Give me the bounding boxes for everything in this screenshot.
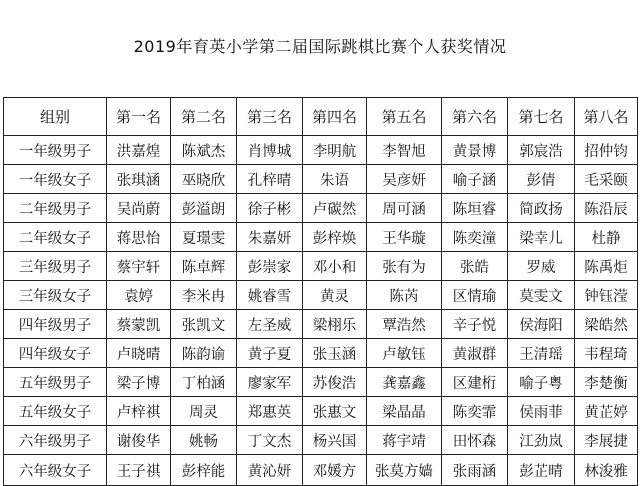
table-row — [4, 397, 638, 426]
table-cell-group: 四年级女子 — [4, 339, 107, 368]
table-cell-winner: 梁皓然 — [575, 310, 638, 339]
table-row — [4, 136, 638, 165]
table-cell-winner: 林浚雅 — [575, 455, 638, 486]
table-cell-winner: 钟钰滢 — [575, 281, 638, 310]
table-row — [4, 426, 638, 455]
table-cell-group: 二年级女子 — [4, 223, 107, 252]
table-cell-winner: 周可涵 — [367, 194, 442, 223]
table-row — [4, 281, 638, 310]
table-cell-winner: 彭梓焕 — [303, 223, 367, 252]
table-cell-winner: 龚嘉鑫 — [367, 368, 442, 397]
table-cell-group: 三年级女子 — [4, 281, 107, 310]
table-cell-winner: 孔梓晴 — [237, 165, 303, 194]
results-table — [3, 97, 638, 486]
table-cell-winner: 黄芷婷 — [575, 397, 638, 426]
table-cell-winner: 蒋思怡 — [107, 223, 171, 252]
table-cell-winner: 张莫方嫱 — [367, 455, 442, 486]
table-cell-winner: 区情瑜 — [442, 281, 508, 310]
table-cell-winner: 姚睿雪 — [237, 281, 303, 310]
table-row — [4, 455, 638, 486]
table-cell-winner: 侯雨菲 — [508, 397, 575, 426]
table-row — [4, 252, 638, 281]
table-cell-winner: 陈禹炬 — [575, 252, 638, 281]
table-cell-winner: 招仲钧 — [575, 136, 638, 165]
table-cell-group: 四年级男子 — [4, 310, 107, 339]
table-cell-winner: 蔡蒙凯 — [107, 310, 171, 339]
table-row — [4, 368, 638, 397]
table-cell-winner: 区建桁 — [442, 368, 508, 397]
table-cell-winner: 喻子粤 — [508, 368, 575, 397]
table-cell-winner: 徐子彬 — [237, 194, 303, 223]
table-cell-winner: 李智旭 — [367, 136, 442, 165]
table-cell-winner: 张雨涵 — [442, 455, 508, 486]
header-fifth-place: 第五名 — [367, 98, 442, 136]
table-cell-winner: 周灵 — [171, 397, 237, 426]
header-eighth-place: 第八名 — [575, 98, 638, 136]
table-cell-winner: 巫晓欣 — [171, 165, 237, 194]
table-cell-winner: 罗威 — [508, 252, 575, 281]
header-first-place: 第一名 — [107, 98, 171, 136]
table-cell-winner: 邓媛方 — [303, 455, 367, 486]
table-cell-winner: 李展捷 — [575, 426, 638, 455]
header-seventh-place: 第七名 — [508, 98, 575, 136]
table-cell-winner: 李明航 — [303, 136, 367, 165]
table-row — [4, 165, 638, 194]
table-cell-winner: 卢晓晴 — [107, 339, 171, 368]
header-third-place: 第三名 — [237, 98, 303, 136]
table-cell-winner: 苏俊浩 — [303, 368, 367, 397]
table-cell-winner: 陈垣睿 — [442, 194, 508, 223]
table-cell-winner: 梁子博 — [107, 368, 171, 397]
table-cell-winner: 朱语 — [303, 165, 367, 194]
table-cell-winner: 彭芷晴 — [508, 455, 575, 486]
table-cell-winner: 侯海阳 — [508, 310, 575, 339]
table-cell-winner: 李楚衡 — [575, 368, 638, 397]
table-body — [4, 136, 638, 486]
table-row — [4, 223, 638, 252]
table-cell-winner: 朱嘉妍 — [237, 223, 303, 252]
table-cell-winner: 辛子悦 — [442, 310, 508, 339]
table-cell-group: 一年级男子 — [4, 136, 107, 165]
table-cell-winner: 吴彦妍 — [367, 165, 442, 194]
table-row — [4, 194, 638, 223]
table-cell-group: 一年级女子 — [4, 165, 107, 194]
table-cell-winner: 杨兴国 — [303, 426, 367, 455]
table-cell-winner: 陈斌杰 — [171, 136, 237, 165]
table-cell-winner: 姚畅 — [171, 426, 237, 455]
table-cell-winner: 覃浩然 — [367, 310, 442, 339]
table-cell-winner: 邓小和 — [303, 252, 367, 281]
table-cell-winner: 梁晶晶 — [367, 397, 442, 426]
table-cell-winner: 毛采颐 — [575, 165, 638, 194]
page-title: 2019年育英小学第二届国际跳棋比赛个人获奖情况 — [133, 37, 507, 56]
table-cell-winner: 陈韵谕 — [171, 339, 237, 368]
results-table-container — [3, 97, 637, 486]
table-cell-winner: 陈奕潼 — [442, 223, 508, 252]
table-cell-winner: 肖博城 — [237, 136, 303, 165]
table-cell-winner: 王子祺 — [107, 455, 171, 486]
table-cell-winner: 梁栩乐 — [303, 310, 367, 339]
table-cell-winner: 郭宸浩 — [508, 136, 575, 165]
table-cell-winner: 吴尚蔚 — [107, 194, 171, 223]
header-fourth-place: 第四名 — [303, 98, 367, 136]
header-second-place: 第二名 — [171, 98, 237, 136]
table-cell-winner: 夏璟雯 — [171, 223, 237, 252]
table-cell-winner: 彭倩 — [508, 165, 575, 194]
table-cell-winner: 卢梓祺 — [107, 397, 171, 426]
table-cell-winner: 张皓 — [442, 252, 508, 281]
table-cell-winner: 蔡宇轩 — [107, 252, 171, 281]
table-cell-group: 三年级男子 — [4, 252, 107, 281]
table-cell-winner: 洪嘉煌 — [107, 136, 171, 165]
table-cell-group: 六年级女子 — [4, 455, 107, 486]
table-cell-winner: 谢俊华 — [107, 426, 171, 455]
table-cell-winner: 黄子夏 — [237, 339, 303, 368]
table-cell-winner: 李米冉 — [171, 281, 237, 310]
table-cell-winner: 郑惠英 — [237, 397, 303, 426]
table-cell-group: 五年级男子 — [4, 368, 107, 397]
table-cell-winner: 梁幸儿 — [508, 223, 575, 252]
table-cell-winner: 莫雯文 — [508, 281, 575, 310]
table-cell-winner: 黄景博 — [442, 136, 508, 165]
table-cell-winner: 黄淑群 — [442, 339, 508, 368]
table-cell-winner: 黄沁妍 — [237, 455, 303, 486]
table-cell-winner: 陈芮 — [367, 281, 442, 310]
table-cell-winner: 王华璇 — [367, 223, 442, 252]
table-row — [4, 339, 638, 368]
table-cell-winner: 王清瑶 — [508, 339, 575, 368]
table-row — [4, 310, 638, 339]
table-cell-winner: 卢敏钰 — [367, 339, 442, 368]
table-cell-winner: 张琪涵 — [107, 165, 171, 194]
table-cell-group: 六年级男子 — [4, 426, 107, 455]
header-group: 组别 — [4, 98, 107, 136]
table-cell-winner: 丁柏涵 — [171, 368, 237, 397]
table-cell-winner: 韦程琦 — [575, 339, 638, 368]
table-cell-winner: 杜静 — [575, 223, 638, 252]
table-cell-winner: 彭梓能 — [171, 455, 237, 486]
table-cell-winner: 陈卓辉 — [171, 252, 237, 281]
table-cell-winner: 袁婷 — [107, 281, 171, 310]
table-cell-winner: 彭溢朗 — [171, 194, 237, 223]
header-sixth-place: 第六名 — [442, 98, 508, 136]
table-cell-winner: 张玉涵 — [303, 339, 367, 368]
table-cell-winner: 江劲岚 — [508, 426, 575, 455]
table-cell-winner: 张惠文 — [303, 397, 367, 426]
table-cell-winner: 黄灵 — [303, 281, 367, 310]
table-cell-winner: 喻子涵 — [442, 165, 508, 194]
table-cell-winner: 彭崇家 — [237, 252, 303, 281]
table-cell-winner: 张有为 — [367, 252, 442, 281]
table-cell-group: 二年级男子 — [4, 194, 107, 223]
table-cell-winner: 简政扬 — [508, 194, 575, 223]
table-cell-winner: 张凯文 — [171, 310, 237, 339]
table-cell-winner: 蒋宇靖 — [367, 426, 442, 455]
table-cell-winner: 陈沿辰 — [575, 194, 638, 223]
table-cell-winner: 田怀森 — [442, 426, 508, 455]
table-cell-winner: 丁文杰 — [237, 426, 303, 455]
table-cell-group: 五年级女子 — [4, 397, 107, 426]
table-cell-winner: 陈奕霏 — [442, 397, 508, 426]
table-cell-winner: 左圣威 — [237, 310, 303, 339]
table-header-row — [4, 98, 638, 136]
table-cell-winner: 廖家军 — [237, 368, 303, 397]
table-cell-winner: 卢碳然 — [303, 194, 367, 223]
